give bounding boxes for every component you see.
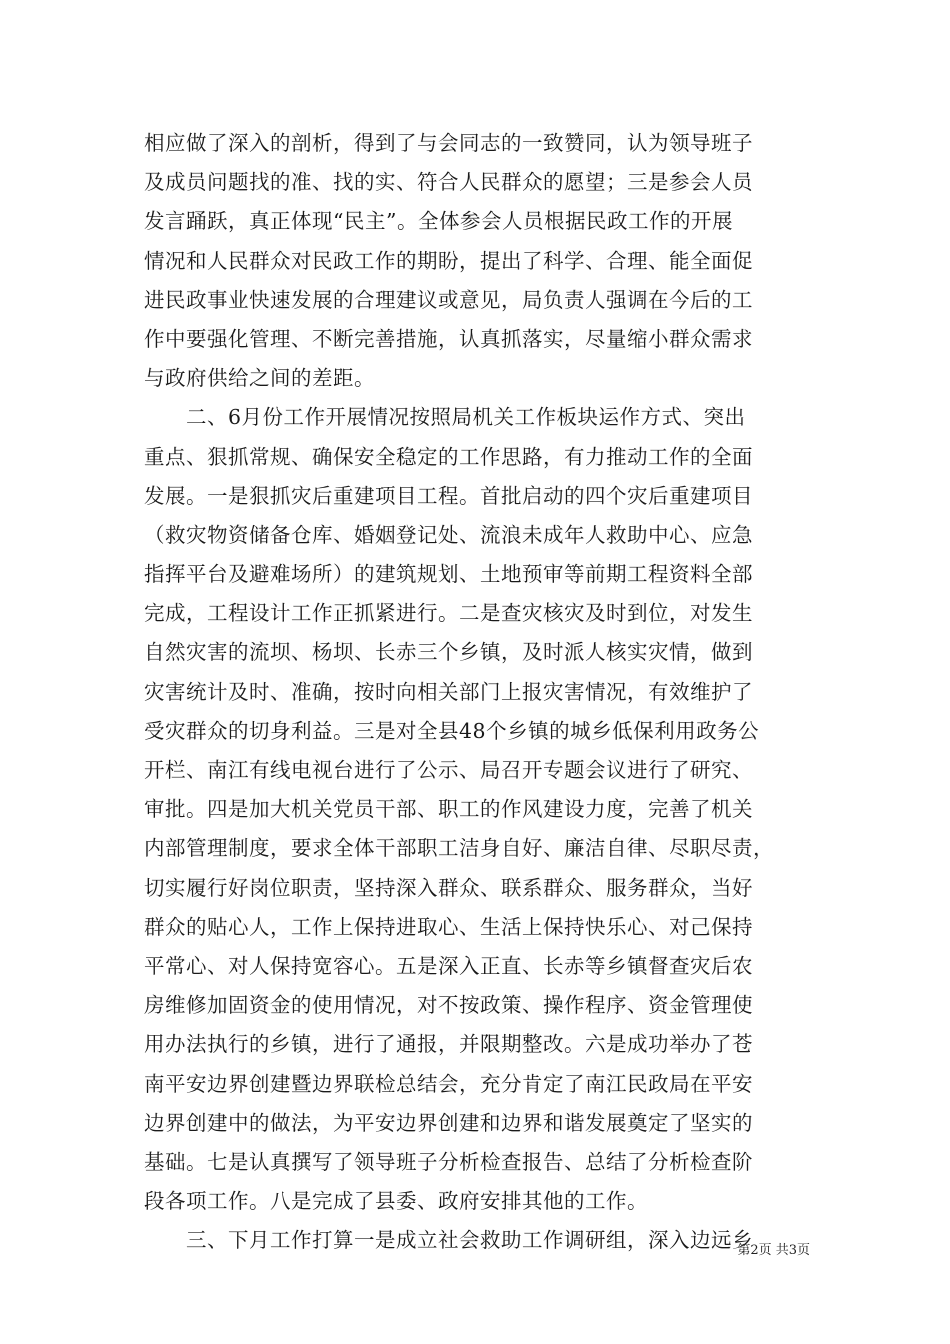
text-line: 开栏、南江有线电视台进行了公示、局召开专题会议进行了研究、 xyxy=(144,758,753,782)
text-line: 南平安边界创建暨边界联检总结会，充分肯定了南江民政局在平安 xyxy=(144,1071,753,1096)
text-line: 受灾群众的切身利益。三是对全县48个乡镇的城乡低保利用政务公 xyxy=(144,718,760,743)
text-line: 审批。四是加大机关党员干部、职工的作风建设力度，完善了机关 xyxy=(144,797,753,822)
text-line: 作中要强化管理、不断完善措施，认真抓落实，尽量缩小群众需求 xyxy=(144,326,753,351)
text-line: 相应做了深入的剖析，得到了与会同志的一致赞同，认为领导班子 xyxy=(144,131,753,155)
text-line: 群众的贴心人，工作上保持进取心、生活上保持快乐心、对己保持 xyxy=(144,914,753,939)
text-line: 发言踊跃，真正体现“民主”。全体参会人员根据民政工作的开展 xyxy=(144,209,733,234)
text-line: 进民政事业快速发展的合理建议或意见，局负责人强调在今后的工 xyxy=(144,287,753,312)
text-line: 指挥平台及避难场所）的建筑规划、土地预审等前期工程资料全部 xyxy=(144,562,753,587)
text-line: 内部管理制度，要求全体干部职工洁身自好、廉洁自律、尽职尽责， xyxy=(144,836,774,861)
text-line: 发展。一是狠抓灾后重建项目工程。首批启动的四个灾后重建项目 xyxy=(144,483,753,508)
text-line: 二、6月份工作开展情况按照局机关工作板块运作方式、突出 xyxy=(144,405,746,430)
text-line: （救灾物资储备仓库、婚姻登记处、流浪未成年人救助中心、应急 xyxy=(144,522,753,547)
text-line: 基础。七是认真撰写了领导班子分析检查报告、总结了分析检查阶 xyxy=(144,1149,753,1174)
document-body xyxy=(144,124,814,1260)
text-line: 与政府供给之间的差距。 xyxy=(144,366,375,391)
text-line: 灾害统计及时、准确，按时向相关部门上报灾害情况，有效维护了 xyxy=(144,679,753,704)
text-line: 房维修加固资金的使用情况，对不按政策、操作程序、资金管理使 xyxy=(144,993,753,1018)
text-line: 重点、狠抓常规、确保安全稳定的工作思路，有力推动工作的全面 xyxy=(144,444,753,469)
text-line: 平常心、对人保持宽容心。五是深入正直、长赤等乡镇督查灾后农 xyxy=(144,953,753,978)
text-line: 完成，工程设计工作正抓紧进行。二是查灾核灾及时到位，对发生 xyxy=(144,601,753,626)
text-line: 及成员问题找的准、找的实、符合人民群众的愿望；三是参会人员 xyxy=(144,170,753,195)
text-line: 用办法执行的乡镇，进行了通报，并限期整改。六是成功举办了苍 xyxy=(144,1032,753,1057)
text-line: 情况和人民群众对民政工作的期盼，提出了科学、合理、能全面促 xyxy=(144,248,753,273)
text-line: 段各项工作。八是完成了县委、政府安排其他的工作。 xyxy=(144,1189,648,1214)
text-line: 边界创建中的做法，为平安边界创建和边界和谐发展奠定了坚实的 xyxy=(144,1110,753,1135)
text-line: 三、下月工作打算一是成立社会救助工作调研组，深入边远乡 xyxy=(144,1228,753,1253)
text-line: 自然灾害的流坝、杨坝、长赤三个乡镇，及时派人核实灾情，做到 xyxy=(144,640,753,665)
text-line: 切实履行好岗位职责，坚持深入群众、联系群众、服务群众，当好 xyxy=(144,875,753,900)
page-number: 第2页 共3页 xyxy=(737,1243,810,1258)
